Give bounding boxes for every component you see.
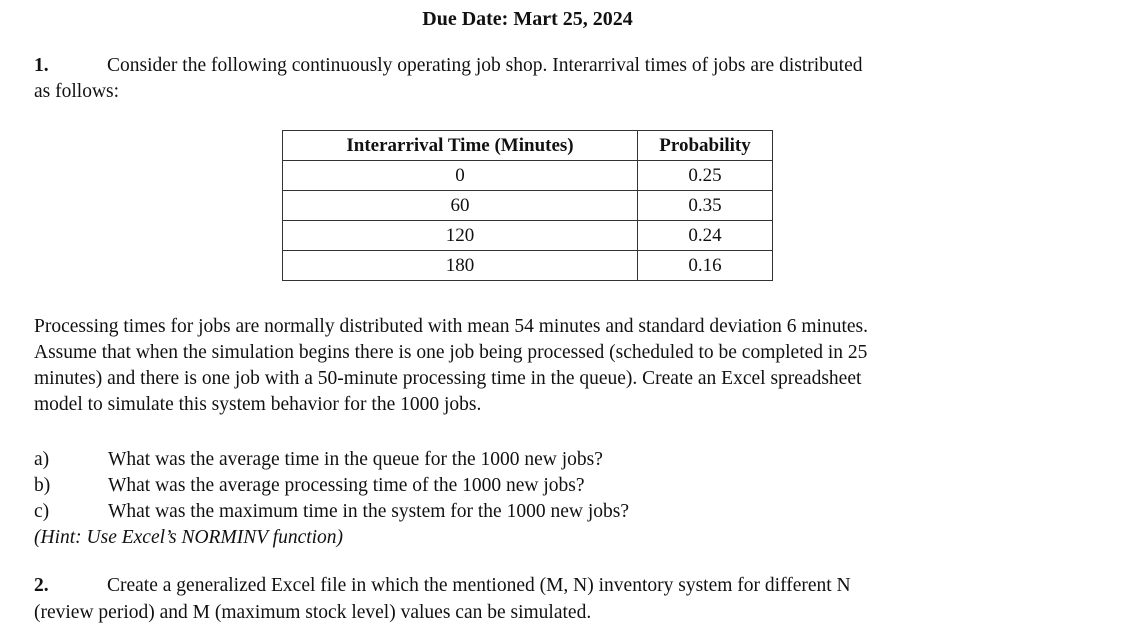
column-header-interarrival-time: Interarrival Time (Minutes)	[283, 131, 638, 161]
table-cell-interarrival-time: 180	[283, 251, 638, 281]
table-header-row	[283, 131, 773, 161]
subquestion-a-text: What was the average time in the queue for the 1000 new jobs?	[108, 449, 603, 470]
table-row	[283, 221, 773, 251]
question-1-number: 1.	[34, 55, 49, 76]
interarrival-probability-table	[282, 130, 773, 281]
paragraph-line: Assume that when the simulation begins there is one job being processed (scheduled to be completed in 25	[34, 342, 868, 363]
table-row	[283, 191, 773, 221]
table-cell-probability: 0.25	[638, 161, 773, 191]
table-cell-probability: 0.24	[638, 221, 773, 251]
subquestion-b-label: b)	[34, 475, 51, 496]
table-row	[283, 161, 773, 191]
subquestion-a-label: a)	[34, 449, 50, 470]
question-1-intro-line-1: Consider the following continuously operating job shop. Interarrival times of jobs are distributed	[107, 55, 863, 76]
paragraph-line: minutes) and there is one job with a 50-minute processing time in the queue). Create an Excel spreadsheet	[34, 368, 862, 389]
table-cell-probability: 0.16	[638, 251, 773, 281]
paragraph-line: model to simulate this system behavior for the 1000 jobs.	[34, 394, 482, 415]
table-cell-probability: 0.35	[638, 191, 773, 221]
question-2-number: 2.	[34, 575, 49, 596]
question-1-intro-line-2: as follows:	[34, 81, 120, 102]
table-cell-interarrival-time: 0	[283, 161, 638, 191]
table-cell-interarrival-time: 60	[283, 191, 638, 221]
subquestion-c-label: c)	[34, 501, 50, 522]
table-row	[283, 251, 773, 281]
due-date-heading: Due Date: Mart 25, 2024	[422, 8, 633, 30]
hint-text: (Hint: Use Excel’s NORMINV function)	[34, 527, 344, 548]
column-header-probability: Probability	[638, 131, 773, 161]
table-cell-interarrival-time: 120	[283, 221, 638, 251]
processing-times-paragraph	[34, 314, 1044, 418]
question-2-line-2: (review period) and M (maximum stock level) values can be simulated.	[34, 602, 592, 623]
question-2-line-1: Create a generalized Excel file in which the mentioned (M, N) inventory system for different N	[107, 575, 851, 596]
subquestion-c-text: What was the maximum time in the system for the 1000 new jobs?	[108, 501, 629, 522]
paragraph-line: Processing times for jobs are normally distributed with mean 54 minutes and standard deviation 6 minutes.	[34, 316, 869, 337]
subquestion-b-text: What was the average processing time of the 1000 new jobs?	[108, 475, 585, 496]
